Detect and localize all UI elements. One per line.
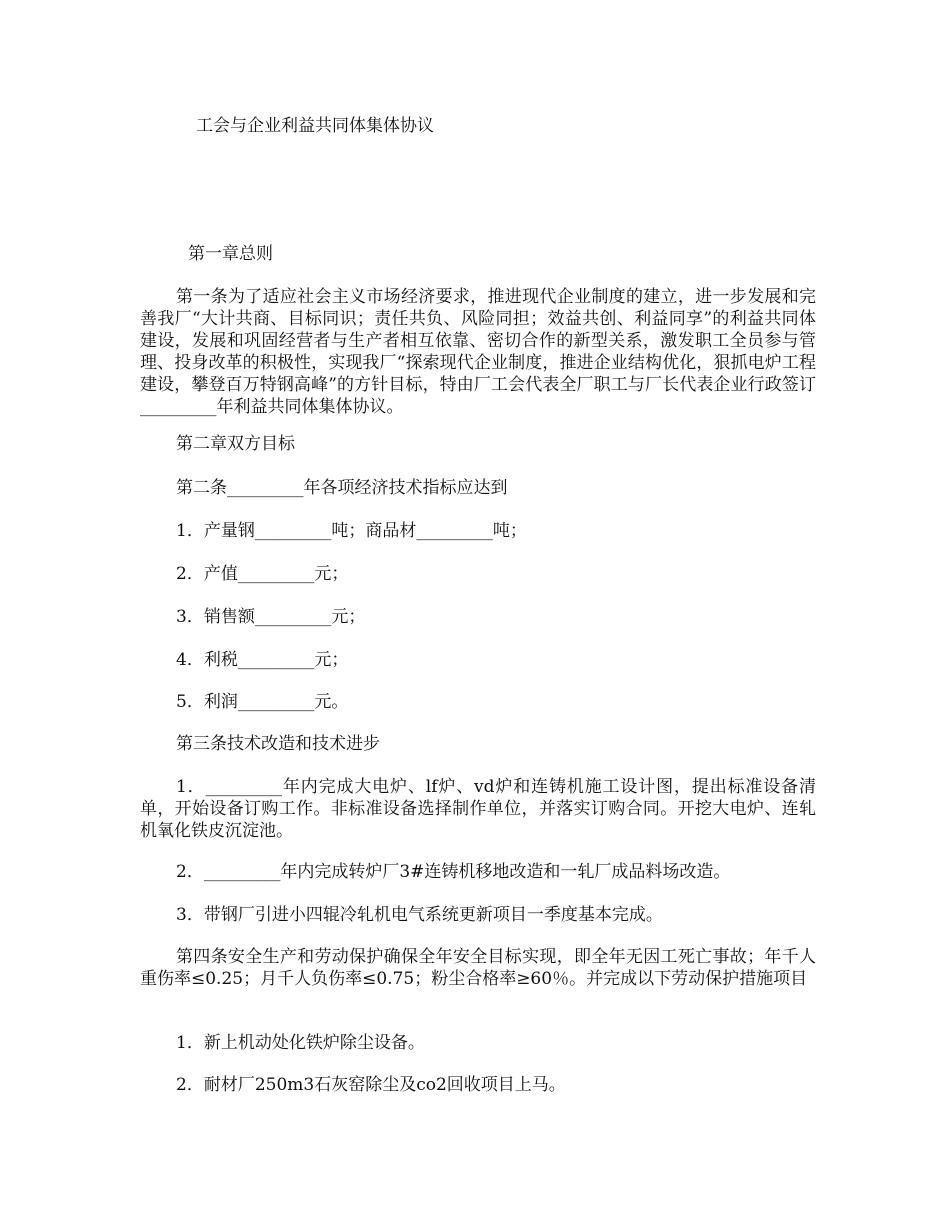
article-4-item: 2．耐材厂250m3石灰窑除尘及co2回收项目上马。 [176, 1075, 566, 1095]
article-2-item: 3．销售额_________元； [176, 607, 366, 627]
article-3-item-3: 3．带钢厂引进小四辊冷轧机电气系统更新项目一季度基本完成。 [176, 905, 663, 925]
article-3-item-1: 1．_________年内完成大电炉、lf炉、vd炉和连铸机施工设计图，提出标准设备清单，开始设备订购工作。非标准设备选择制作单位，并落实订购合同。开挖大电炉、连轧机氧化铁皮沉淀池。 [140, 777, 816, 841]
article-4-item: 1．新上机动处化铁炉除尘设备。 [176, 1033, 425, 1053]
article-2-heading: 第二条_________年各项经济技术指标应达到 [176, 478, 508, 498]
article-2-item: 1．产量钢_________吨；商品材_________吨； [176, 521, 527, 541]
document-title: 工会与企业利益共同体集体协议 [196, 116, 434, 136]
article-2-item: 4．利税_________元； [176, 650, 349, 670]
article-2-item: 2．产值_________元； [176, 564, 349, 584]
article-3-item-2: 2．_________年内完成转炉厂3#连铸机移地改造和一轧厂成品料场改造。 [176, 862, 731, 882]
article-1-paragraph: 第一条为了适应社会主义市场经济要求，推进现代企业制度的建立，进一步发展和完善我厂“大计共商、目标同识；责任共负、风险同担；效益共创、利益同享”的利益共同体建设，发展和巩固经营者与生产者相互依靠、密切合作的新型关系，激发职工全员参与管理、投身改革的积极性，实现我厂“探索现代企业制度，推进企业结构优化，狠抓电炉工程建设，攀登百万特钢高峰”的方针目标，特由厂工会代表全厂职工与厂长代表企业行政签订_________年利益共同体集体协议。 [140, 287, 816, 417]
chapter-2-heading: 第二章双方目标 [176, 434, 295, 454]
article-3-heading: 第三条技术改造和技术进步 [176, 734, 380, 754]
article-4-paragraph: 第四条安全生产和劳动保护确保全年安全目标实现，即全年无因工死亡事故；年千人重伤率≤0.25；月千人负伤率≤0.75；粉尘合格率≥60％。并完成以下劳动保护措施项目 [140, 947, 816, 989]
chapter-1-heading: 第一章总则 [188, 244, 273, 264]
article-2-item: 5．利润_________元。 [176, 692, 349, 712]
